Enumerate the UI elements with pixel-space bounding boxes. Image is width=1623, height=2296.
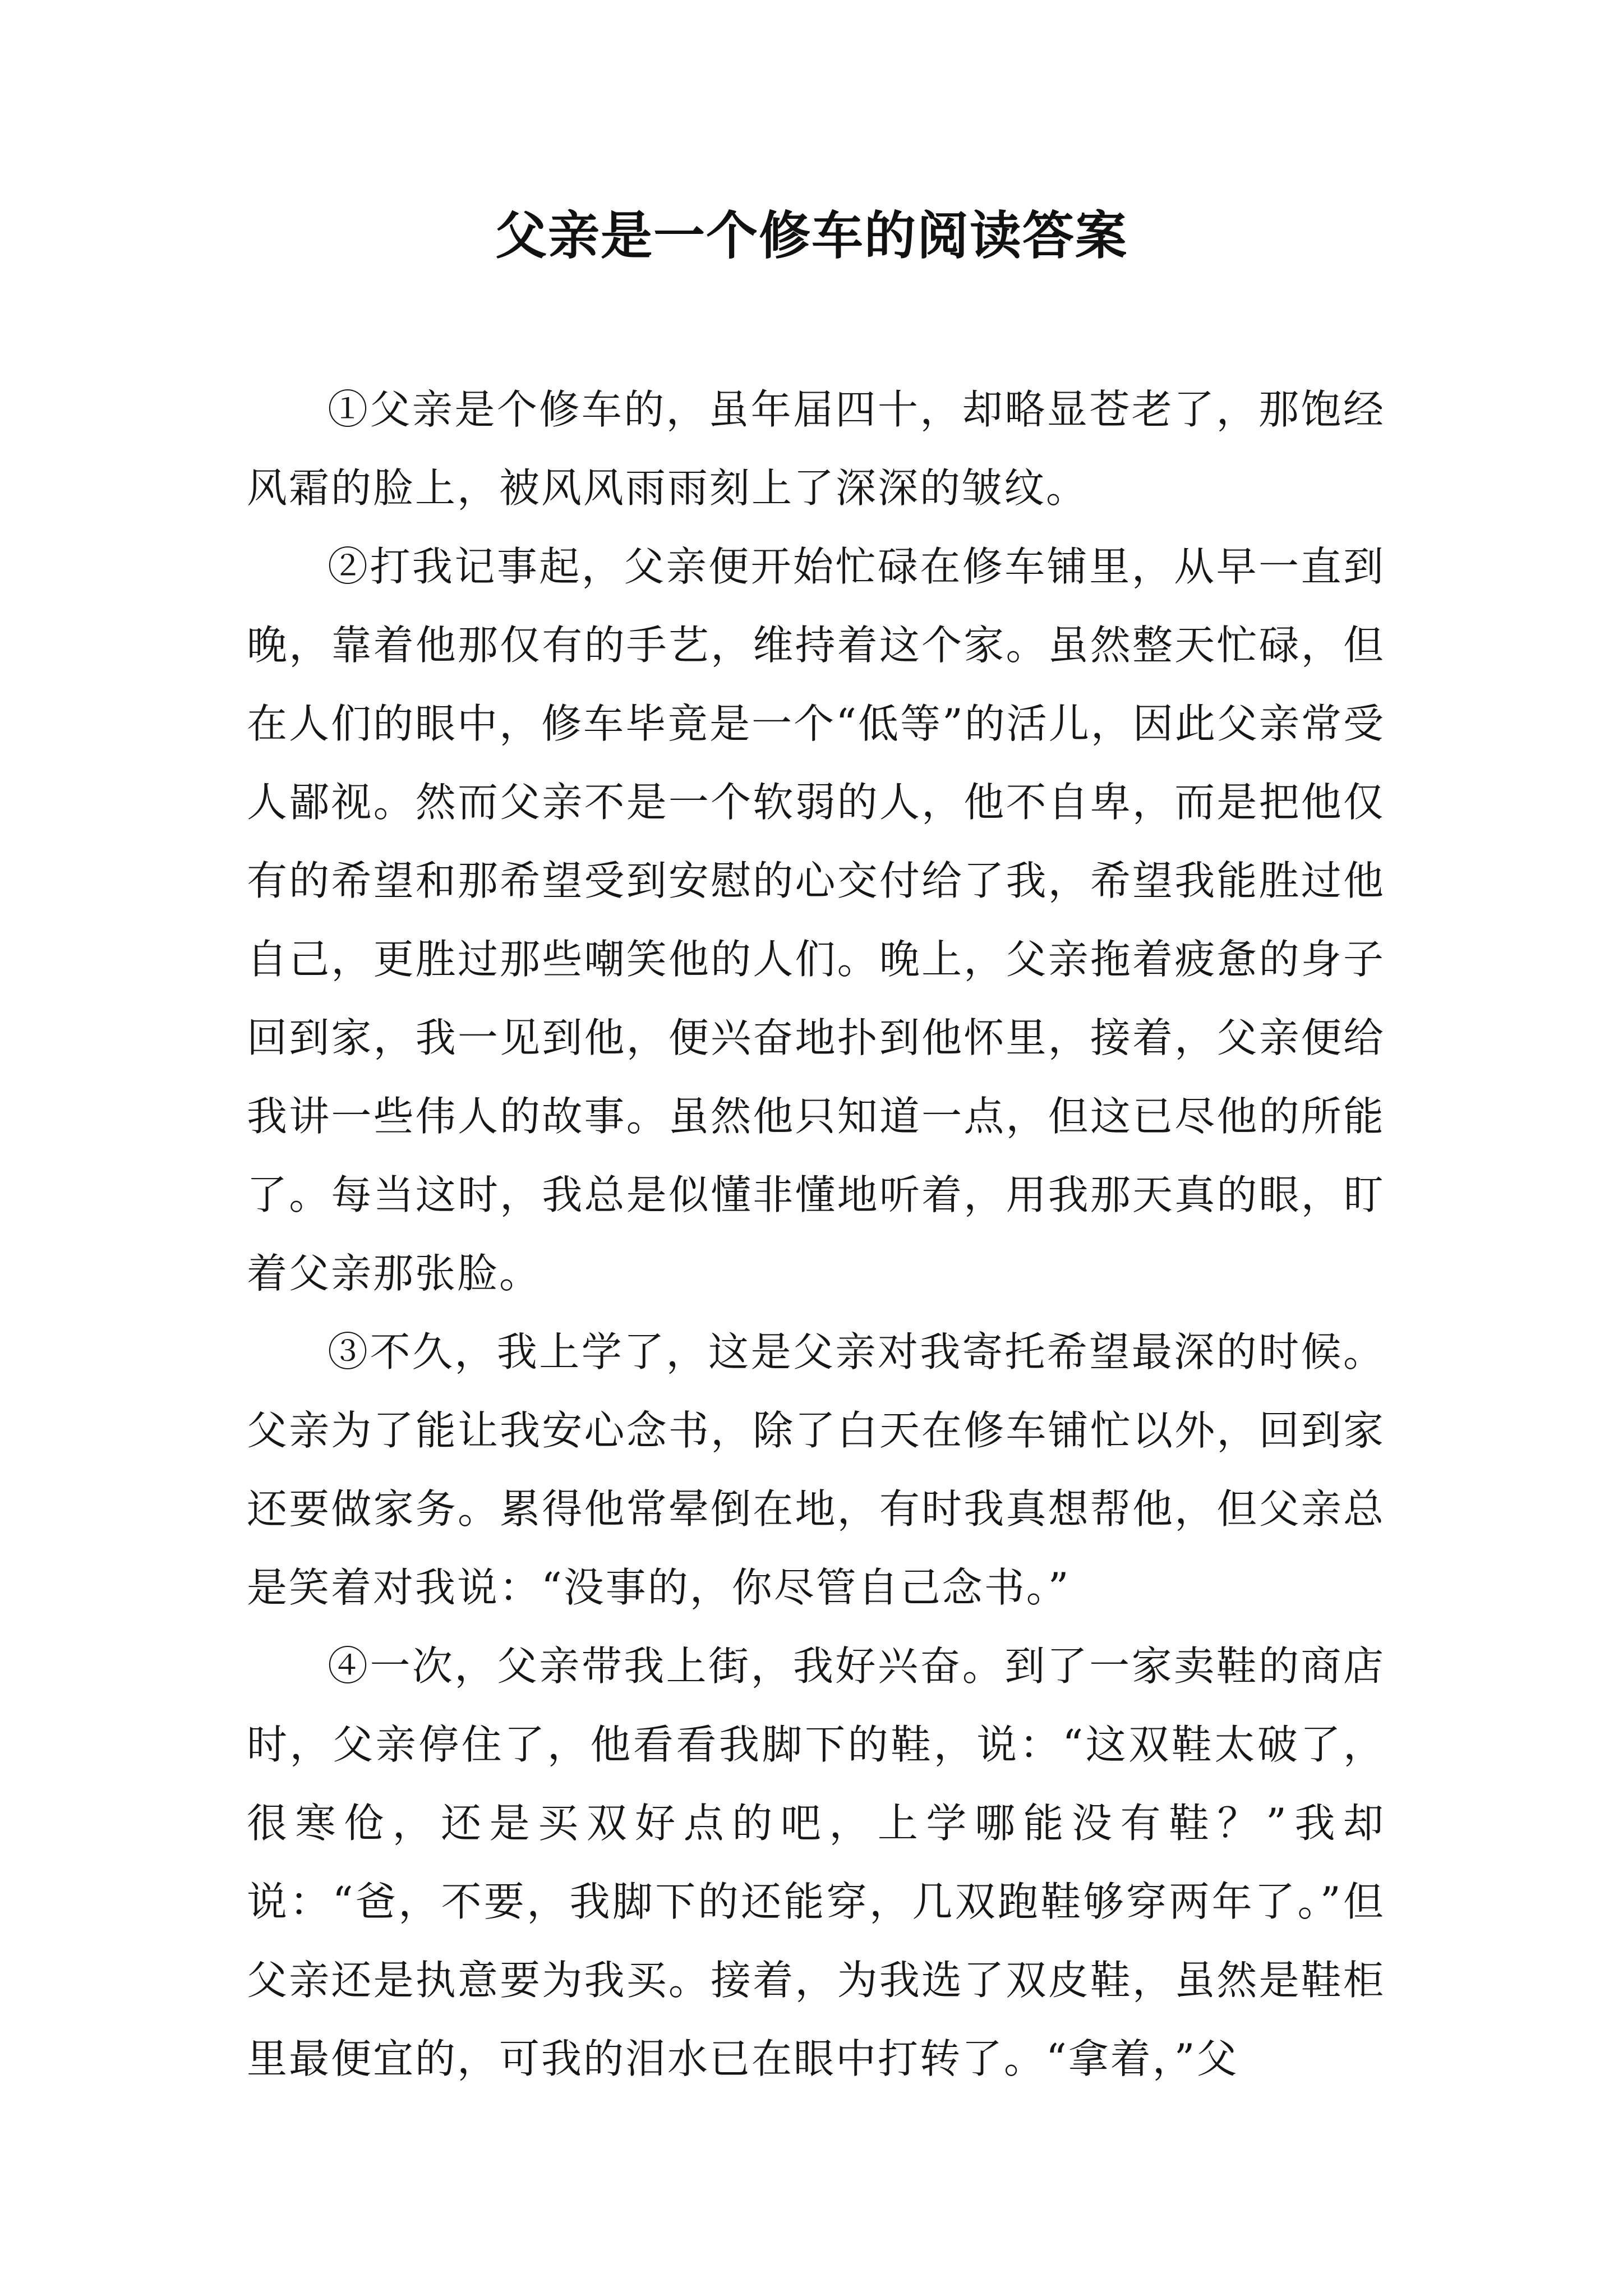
document-body bbox=[247, 370, 1385, 2098]
paragraph-3: ③不久，我上学了，这是父亲对我寄托希望最深的时候。父亲为了能让我安心念书，除了白天在修车铺忙以外，回到家还要做家务。累得他常晕倒在地，有时我真想帮他，但父亲总是笑着对我说：“没事的，你尽管自己念书。” bbox=[247, 1328, 1385, 1611]
paragraph-2: ②打我记事起，父亲便开始忙碌在修车铺里，从早一直到晚，靠着他那仅有的手艺，维持着这个家。虽然整天忙碌，但在人们的眼中，修车毕竟是一个“低等”的活儿，因此父亲常受人鄙视。然而父亲不是一个软弱的人，他不自卑，而是把他仅有的希望和那希望受到安慰的心交付给了我，希望我能胜过他自己，更胜过那些嘲笑他的人们。晚上，父亲拖着疲惫的身子回到家，我一见到他，便兴奋地扑到他怀里，接着，父亲便给我讲一些伟人的故事。虽然他只知道一点，但这已尽他的所能了。每当这时，我总是似懂非懂地听着，用我那天真的眼，盯着父亲那张脸。 bbox=[247, 543, 1385, 1297]
paragraph-4: ④一次，父亲带我上街，我好兴奋。到了一家卖鞋的商店时，父亲停住了，他看看我脚下的鞋，说：“这双鞋太破了，很寒伧，还是买双好点的吧，上学哪能没有鞋？”我却说：“爸，不要，我脚下的还能穿，几双跑鞋够穿两年了。”但父亲还是执意要为我买。接着，为我选了双皮鞋，虽然是鞋柜里最便宜的，可我的泪水已在眼中打转了。“拿着，”父 bbox=[247, 1642, 1385, 2082]
paragraph-1: ①父亲是个修车的，虽年届四十，却略显苍老了，那饱经风霜的脸上，被风风雨雨刻上了深深的皱纹。 bbox=[247, 386, 1385, 512]
document-title: 父亲是一个修车的阅读答案 bbox=[495, 205, 1128, 266]
